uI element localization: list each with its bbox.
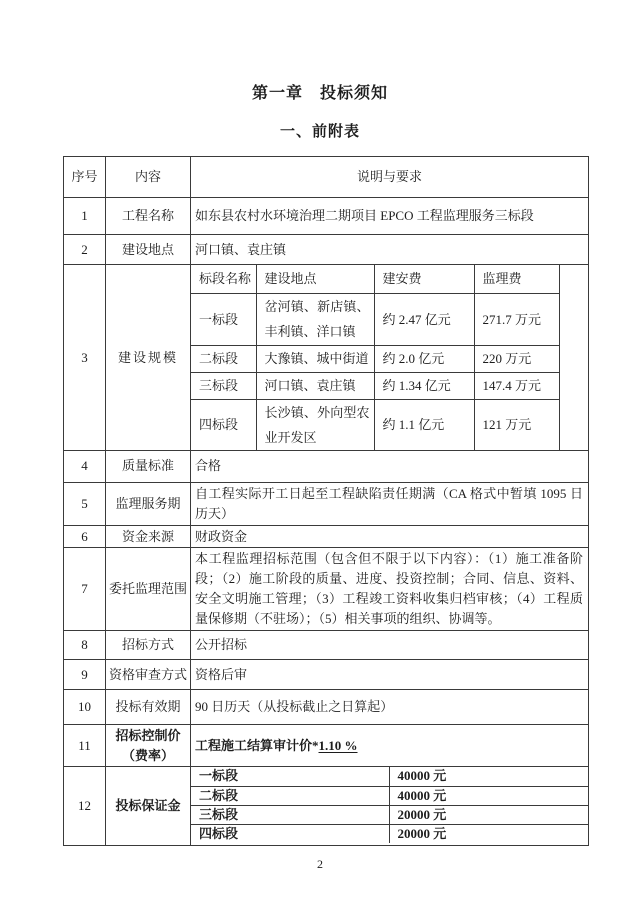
section-cost: 约 2.47 亿元 xyxy=(374,293,474,345)
row-value: 河口镇、袁庄镇 xyxy=(191,235,589,265)
scale-nested-cell xyxy=(191,265,589,451)
page-number: 2 xyxy=(317,857,323,871)
scale-header-row xyxy=(191,265,559,293)
row-label: 投标保证金 xyxy=(106,767,191,846)
deposit-row-3 xyxy=(191,805,589,824)
row-number: 2 xyxy=(64,235,106,265)
row-value: 公开招标 xyxy=(191,631,589,660)
header-row xyxy=(64,157,589,198)
scale-header-section: 标段名称 xyxy=(191,265,256,293)
deposit-amount: 40000 元 xyxy=(389,767,589,786)
deposit-section: 三标段 xyxy=(191,805,389,824)
scale-table xyxy=(191,265,560,450)
scale-row-section-4 xyxy=(191,399,559,450)
row-label: 资金来源 xyxy=(106,525,191,548)
deposit-amount: 40000 元 xyxy=(389,786,589,805)
row-number: 1 xyxy=(64,198,106,235)
control-price-label-line2: （费率） xyxy=(121,747,174,763)
scale-header-location: 建设地点 xyxy=(256,265,374,293)
scale-header-fee: 监理费 xyxy=(474,265,559,293)
row-label xyxy=(106,725,191,767)
section-subtitle: 一、前附表 xyxy=(279,124,360,140)
row-number: 7 xyxy=(64,548,106,631)
row-value: 财政资金 xyxy=(191,525,589,548)
control-price-rate: 1.10 % xyxy=(318,737,358,753)
row-label: 质量标准 xyxy=(106,450,191,482)
section-cost: 约 2.0 亿元 xyxy=(374,345,474,372)
header-desc: 说明与要求 xyxy=(191,157,589,198)
row-label: 招标方式 xyxy=(106,631,191,660)
row-control-price xyxy=(64,725,589,767)
row-construction-scale xyxy=(64,265,589,451)
deposit-amount: 20000 元 xyxy=(397,825,447,841)
header-content: 内容 xyxy=(106,157,191,198)
row-label: 资格审查方式 xyxy=(106,660,191,690)
row-value: 本工程监理招标范围（包含但不限于以下内容）：（1）施工准备阶段；（2）施工阶段的质量、进度、投资控制；合同、信息、资料、安全文明施工管理；（3）工程竣工资料收集归档审核；（4）工程质量保修期（不驻场）；（5）相关事项的组织、协调等。 xyxy=(191,548,589,631)
scale-row-section-3 xyxy=(191,372,559,399)
row-number: 3 xyxy=(64,265,106,451)
header-no: 序号 xyxy=(64,157,106,198)
row-number: 6 xyxy=(64,525,106,548)
row-value: 自工程实际开工日起至工程缺陷责任期满（CA 格式中暂填 1095 日历天） xyxy=(191,482,589,525)
scale-header-cost: 建安费 xyxy=(374,265,474,293)
deposit-section: 四标段 xyxy=(191,824,389,843)
row-value: 如东县农村水环境治理二期项目 EPCO 工程监理服务三标段 xyxy=(191,198,589,235)
section-name: 一标段 xyxy=(191,293,256,345)
scale-row-section-1 xyxy=(191,293,559,345)
row-label: 监理服务期 xyxy=(106,482,191,525)
section-location: 岔河镇、新店镇、丰利镇、洋口镇 xyxy=(256,293,374,345)
row-qualification-review xyxy=(64,660,589,690)
row-value: 90 日历天（从投标截止之日算起） xyxy=(191,690,589,725)
section-location: 河口镇、袁庄镇 xyxy=(256,372,374,399)
deposit-amount: 20000 元 xyxy=(389,805,589,824)
row-label: 建设规模 xyxy=(106,265,191,451)
section-cost: 约 1.1 亿元 xyxy=(374,399,474,450)
row-bid-validity xyxy=(64,690,589,725)
section-location: 大豫镇、城中街道 xyxy=(256,345,374,372)
row-location xyxy=(64,235,589,265)
section-fee: 220 万元 xyxy=(474,345,559,372)
deposit-table xyxy=(191,767,589,843)
row-number: 12 xyxy=(64,767,106,846)
section-fee: 147.4 万元 xyxy=(474,372,559,399)
row-label: 工程名称 xyxy=(106,198,191,235)
row-bidding-method xyxy=(64,631,589,660)
section-cost: 约 1.34 亿元 xyxy=(374,372,474,399)
deposit-row-4 xyxy=(191,824,589,843)
row-number: 9 xyxy=(64,660,106,690)
deposit-row-2 xyxy=(191,786,589,805)
row-number: 10 xyxy=(64,690,106,725)
row-quality-standard xyxy=(64,450,589,482)
chapter-title: 第一章 投标须知 xyxy=(251,85,388,102)
row-label: 建设地点 xyxy=(106,235,191,265)
row-supervision-scope xyxy=(64,548,589,631)
row-number: 5 xyxy=(64,482,106,525)
row-label: 投标有效期 xyxy=(106,690,191,725)
deposit-section: 二标段 xyxy=(191,786,389,805)
deposit-nested-cell xyxy=(191,767,589,846)
row-bid-deposit xyxy=(64,767,589,846)
row-number: 8 xyxy=(64,631,106,660)
deposit-row-1 xyxy=(191,767,589,786)
section-fee: 121 万元 xyxy=(474,399,559,450)
section-name: 三标段 xyxy=(191,372,256,399)
scale-row-section-2 xyxy=(191,345,559,372)
control-price-label-line1: 招标控制价 xyxy=(115,728,181,743)
row-value: 资格后审 xyxy=(191,660,589,690)
section-fee: 271.7 万元 xyxy=(474,293,559,345)
row-label: 委托监理范围 xyxy=(106,548,191,631)
deposit-section: 一标段 xyxy=(191,767,389,786)
row-value xyxy=(191,725,589,767)
control-price-prefix: 工程施工结算审计价* xyxy=(195,737,319,753)
row-value: 合格 xyxy=(191,450,589,482)
row-project-name xyxy=(64,198,589,235)
row-number: 11 xyxy=(64,725,106,767)
row-fund-source xyxy=(64,525,589,548)
row-service-period xyxy=(64,482,589,525)
row-number: 4 xyxy=(64,450,106,482)
section-location: 长沙镇、外向型农业开发区 xyxy=(256,399,374,450)
section-name: 二标段 xyxy=(191,345,256,372)
section-name: 四标段 xyxy=(191,399,256,450)
front-attached-table xyxy=(63,156,589,846)
